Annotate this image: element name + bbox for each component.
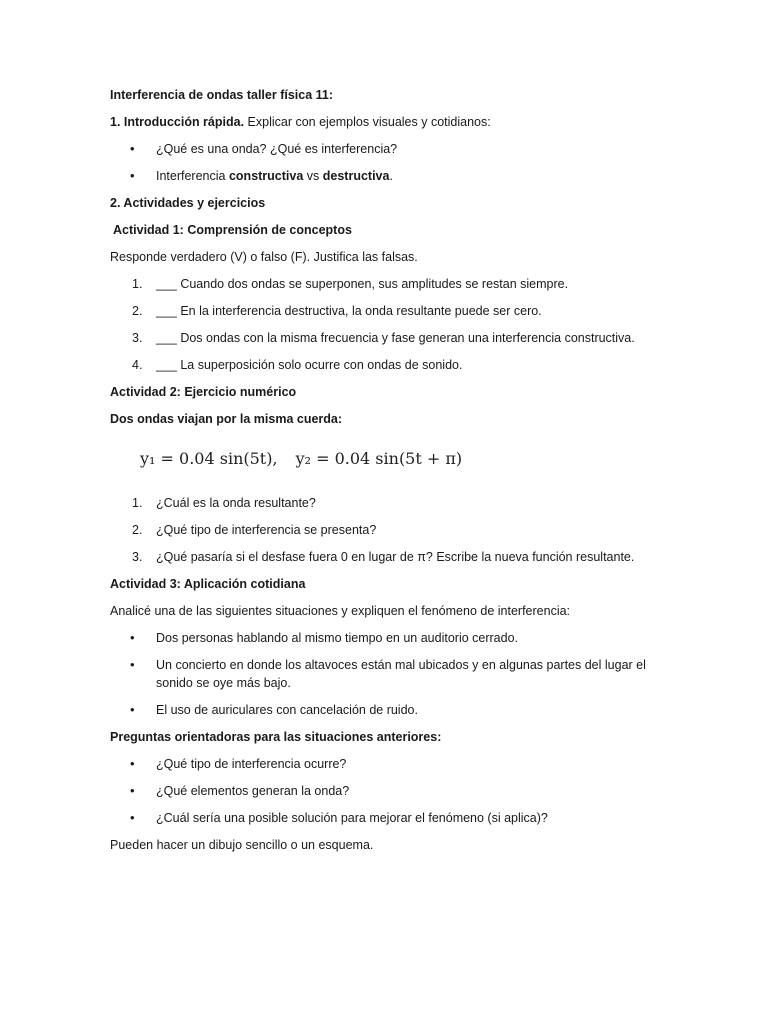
equation-y1: y₁ = 0.04 sin(5t), — [140, 449, 278, 468]
bullet-marker: • — [130, 630, 135, 645]
bullet-text: Un concierto en donde los altavoces están mal ubicados y en algunas partes del lugar el sonido se oye más bajo. — [156, 658, 646, 690]
list-item — [110, 140, 670, 158]
list-item — [110, 809, 670, 827]
item-text: ¿Qué tipo de interferencia se presenta? — [156, 523, 377, 537]
bullet-marker: • — [130, 141, 135, 156]
section1-bullets — [110, 140, 670, 185]
bullet-text: El uso de auriculares con cancelación de ruido. — [156, 703, 418, 717]
list-item — [110, 755, 670, 773]
section1-intro — [110, 113, 670, 131]
bullet-bold-destructiva: destructiva — [322, 169, 390, 183]
item-text: ¿Qué pasaría si el desfase fuera 0 en lugar de π? Escribe la nueva función resultante. — [156, 550, 635, 564]
item-number: 3. — [132, 550, 143, 564]
bullet-marker: • — [130, 783, 135, 798]
item-text: ___ La superposición solo ocurre con ondas de sonido. — [156, 358, 463, 372]
bullet-marker: • — [130, 756, 135, 771]
wave-equations — [140, 448, 670, 470]
bullet-text: ¿Cuál sería una posible solución para mejorar el fenómeno (si aplica)? — [156, 811, 548, 825]
item-number: 4. — [132, 358, 143, 372]
item-text: ___ En la interferencia destructiva, la onda resultante puede ser cero. — [156, 304, 542, 318]
activity2-list — [110, 494, 670, 566]
bullet-text-pre: Interferencia — [156, 169, 229, 183]
bullet-bold-constructiva: constructiva — [228, 169, 304, 183]
bullet-marker: • — [130, 702, 135, 717]
bullet-marker: • — [130, 168, 135, 183]
section1-heading: 1. Introducción rápida. — [110, 115, 245, 129]
list-item — [110, 521, 670, 539]
activity2-subheading: Dos ondas viajan por la misma cuerda: — [110, 412, 343, 426]
bullet-text: Dos personas hablando al mismo tiempo en un auditorio cerrado. — [156, 631, 519, 645]
activity3-instruction: Analicé una de las siguientes situaciones y expliquen el fenómeno de interferencia: — [110, 604, 571, 618]
bullet-marker: • — [130, 657, 135, 672]
list-item — [110, 329, 670, 347]
bullet-text-post: . — [389, 169, 393, 183]
item-text: ___ Cuando dos ondas se superponen, sus amplitudes se restan siempre. — [156, 277, 569, 291]
closing-note: Pueden hacer un dibujo sencillo o un esquema. — [110, 838, 374, 852]
guide-bullets — [110, 755, 670, 827]
bullet-marker: • — [130, 810, 135, 825]
item-number: 1. — [132, 277, 143, 291]
bullet-text: ¿Qué es una onda? ¿Qué es interferencia? — [156, 142, 398, 156]
item-text: ___ Dos ondas con la misma frecuencia y fase generan una interferencia constructiva. — [156, 331, 635, 345]
document-title: Interferencia de ondas taller física 11: — [110, 88, 334, 102]
activity2-heading: Actividad 2: Ejercicio numérico — [110, 385, 297, 399]
activity1-heading: Actividad 1: Comprensión de conceptos — [113, 223, 352, 237]
list-item — [110, 548, 670, 566]
activity1-instruction: Responde verdadero (V) o falso (F). Justifica las falsas. — [110, 250, 418, 264]
item-number: 3. — [132, 331, 143, 345]
list-item — [110, 356, 670, 374]
bullet-text: ¿Qué elementos generan la onda? — [156, 784, 350, 798]
bullet-text: ¿Qué tipo de interferencia ocurre? — [156, 757, 347, 771]
list-item — [110, 494, 670, 512]
guide-heading: Preguntas orientadoras para las situaciones anteriores: — [110, 730, 442, 744]
bullet-text-mid: vs — [303, 169, 323, 183]
list-item — [110, 701, 670, 719]
list-item — [110, 167, 670, 185]
section1-text: Explicar con ejemplos visuales y cotidianos: — [247, 115, 491, 129]
item-text: ¿Cuál es la onda resultante? — [156, 496, 316, 510]
section2-heading: 2. Actividades y ejercicios — [110, 196, 266, 210]
equation-y2: y₂ = 0.04 sin(5t + π) — [295, 449, 463, 468]
item-number: 2. — [132, 523, 143, 537]
activity3-bullets — [110, 629, 670, 719]
list-item — [110, 629, 670, 647]
item-number: 1. — [132, 496, 143, 510]
item-number: 2. — [132, 304, 143, 318]
list-item — [110, 302, 670, 320]
activity1-list — [110, 275, 670, 374]
list-item — [110, 275, 670, 293]
list-item — [110, 782, 670, 800]
activity3-heading: Actividad 3: Aplicación cotidiana — [110, 577, 306, 591]
list-item — [110, 656, 670, 692]
document-page — [110, 86, 670, 854]
